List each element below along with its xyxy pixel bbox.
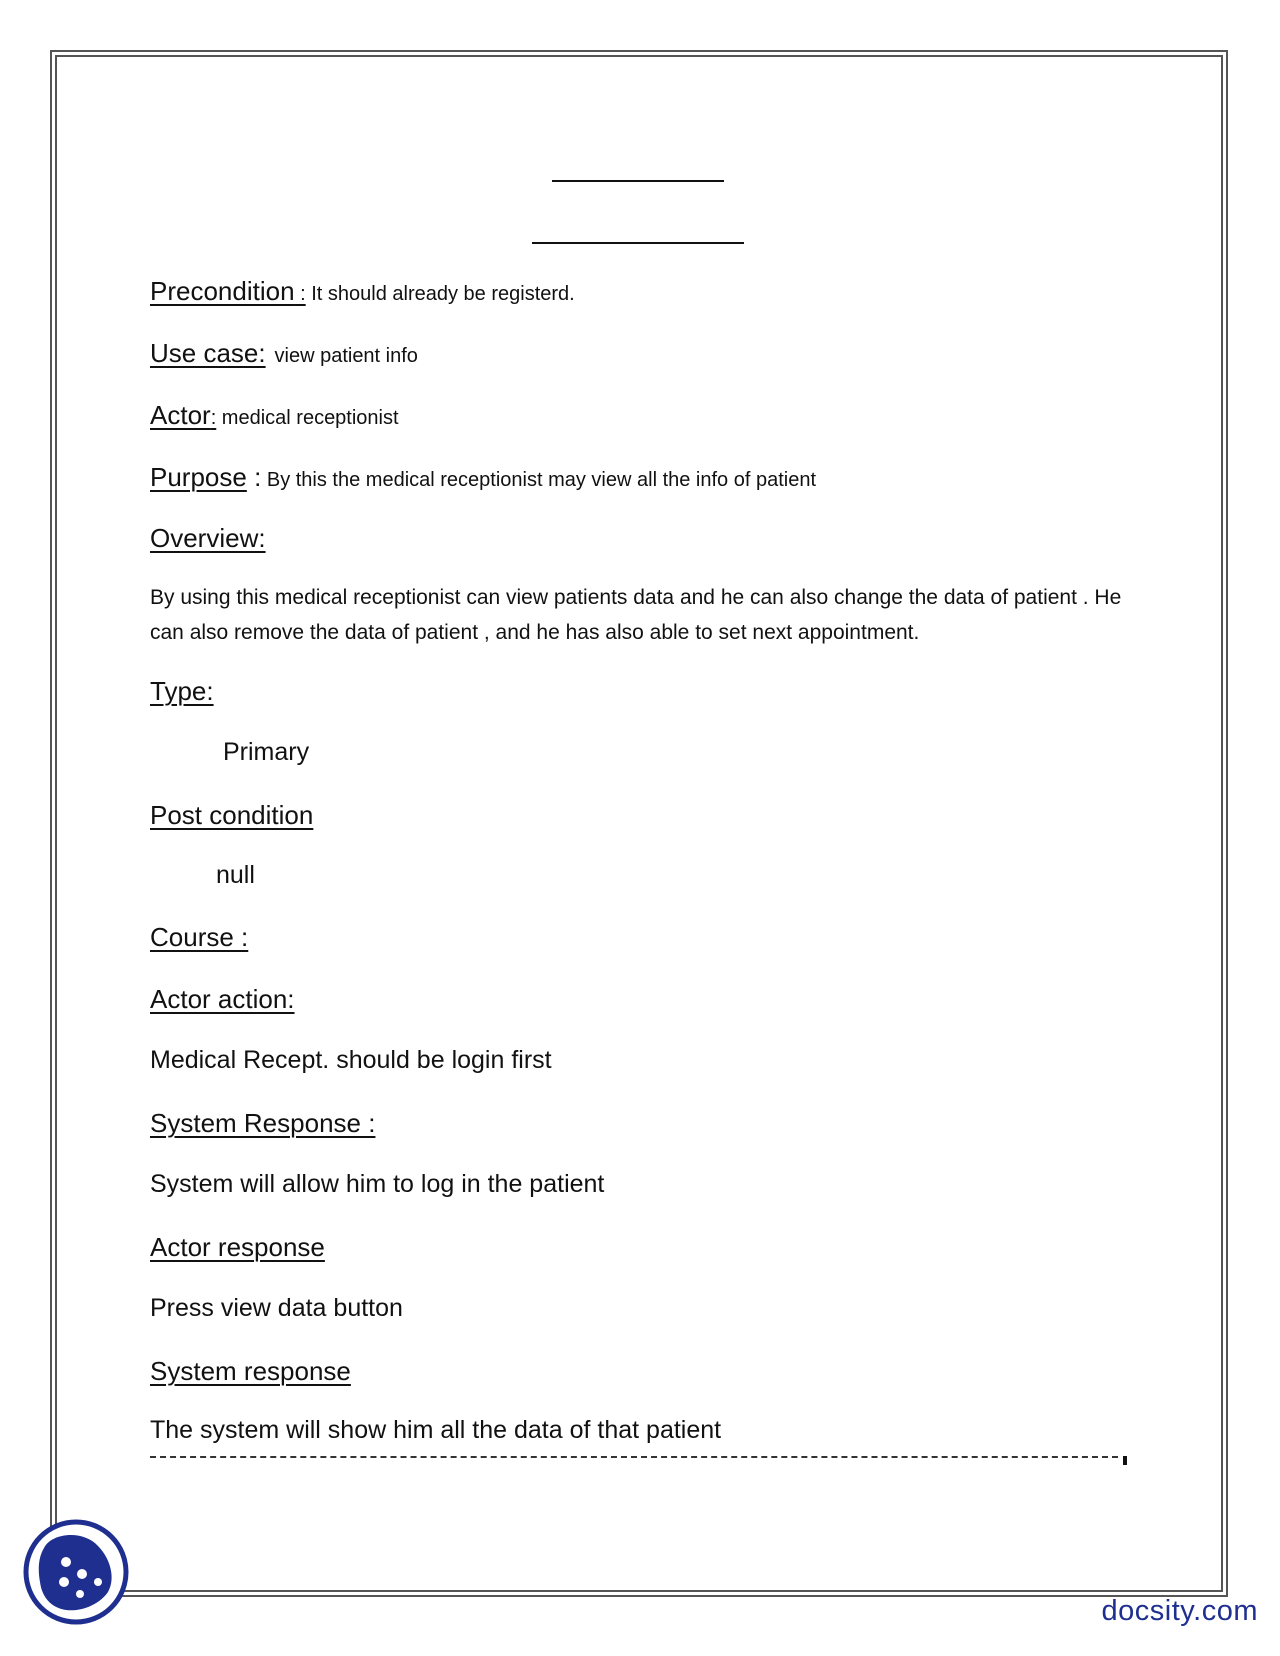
system-response-1-heading-row xyxy=(150,1108,375,1139)
precondition-separator: : xyxy=(294,283,306,305)
post-condition-heading-row xyxy=(150,800,313,831)
actor-action-value: Medical Recept. should be login first xyxy=(150,1046,552,1074)
purpose-label: Purpose xyxy=(150,462,247,492)
overview-text: By using this medical receptionist can view patients data and he can also change the data of patient . He can also remove the data of patient , and he has also able to set next appointment. xyxy=(150,586,1122,644)
docsity-logo-icon xyxy=(22,1518,130,1626)
system-response-2-value: The system will show him all the data of that patient xyxy=(150,1416,722,1444)
system-response-2-heading-row xyxy=(150,1356,351,1387)
use-case-row xyxy=(150,338,418,369)
actor-row xyxy=(150,400,399,431)
system-response-1-label: System Response : xyxy=(150,1108,376,1138)
precondition-label: Precondition xyxy=(150,276,295,306)
overview-heading-row xyxy=(150,523,266,554)
purpose-separator: : xyxy=(246,462,262,492)
line-end-mark xyxy=(1123,1456,1127,1465)
title-blank-line-1 xyxy=(552,180,724,182)
course-heading-row xyxy=(150,922,248,953)
actor-label: Actor xyxy=(150,400,211,430)
dashed-separator-line xyxy=(150,1456,1118,1458)
purpose-value: By this the medical receptionist may view all the info of patient xyxy=(261,469,817,491)
actor-response-heading-row xyxy=(150,1232,325,1263)
system-response-1-value: System will allow him to log in the patient xyxy=(150,1170,605,1198)
actor-value: medical receptionist xyxy=(216,407,399,429)
actor-response-value: Press view data button xyxy=(150,1294,403,1322)
docsity-brand-text[interactable]: docsity.com xyxy=(1101,1595,1258,1627)
actor-action-heading-row xyxy=(150,984,295,1015)
purpose-row xyxy=(150,462,816,493)
precondition-value: It should already be registerd. xyxy=(305,283,575,305)
precondition-row xyxy=(150,276,575,307)
title-blank-line-2 xyxy=(532,242,744,244)
actor-separator: : xyxy=(210,407,217,429)
type-heading-row xyxy=(150,676,214,707)
actor-action-label: Actor action: xyxy=(150,984,295,1014)
course-label: Course : xyxy=(150,922,249,952)
post-condition-label: Post condition xyxy=(150,800,314,830)
actor-response-label: Actor response xyxy=(150,1232,325,1262)
use-case-value: view patient info xyxy=(274,345,418,367)
type-value: Primary xyxy=(223,738,310,766)
use-case-label: Use case: xyxy=(150,338,266,368)
system-response-2-label: System response xyxy=(150,1356,351,1386)
type-label: Type: xyxy=(150,676,214,706)
overview-label: Overview: xyxy=(150,523,266,553)
post-condition-value: null xyxy=(216,861,255,889)
